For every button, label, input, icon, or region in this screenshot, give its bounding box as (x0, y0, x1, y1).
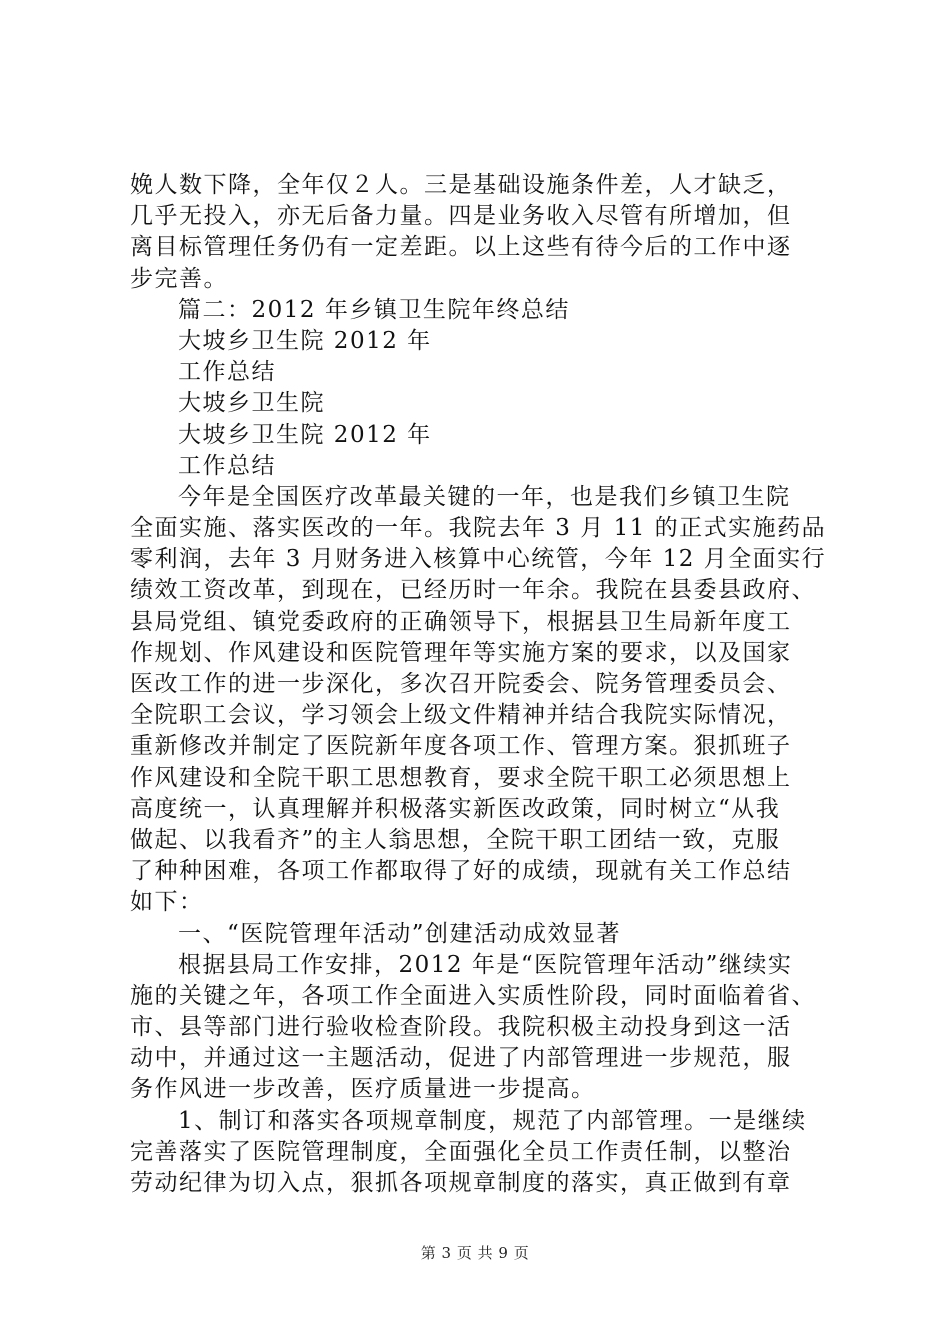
text-line: 工作总结 (178, 359, 276, 386)
text-line: 劳动纪律为切入点，狠抓各项规章制度的落实，真正做到有章 (130, 1170, 792, 1196)
text-line: 篇二：2012 年乡镇卫生院年终总结 (178, 296, 570, 323)
text-line: 市、县等部门进行验收检查阶段。我院积极主动投身到这一活 (130, 1014, 792, 1041)
text-line: 动中，并通过这一主题活动，促进了内部管理进一步规范，服 (130, 1045, 792, 1072)
text-line: 大坡乡卫生院 (178, 390, 325, 417)
page-footer: 第 3 页 共 9 页 (420, 1244, 530, 1262)
text-line: 娩人数下降，全年仅２人。三是基础设施条件差，人才缺乏， (130, 172, 792, 198)
text-line: 1、制订和落实各项规章制度，规范了内部管理。一是继续 (178, 1107, 807, 1134)
text-line: 全面实施、落实医改的一年。我院去年 3 月 11 的正式实施药品 (130, 515, 827, 542)
text-line: 了种种困难，各项工作都取得了好的成绩，现就有关工作总结 (130, 858, 792, 885)
text-line: 全院职工会议，学习领会上级文件精神并结合我院实际情况， (130, 702, 792, 729)
text-line: 大坡乡卫生院 2012 年 (178, 421, 432, 448)
text-line: 工作总结 (178, 452, 276, 479)
text-line: 一、“医院管理年活动”创建活动成效显著 (178, 920, 622, 947)
text-line: 高度统一，认真理解并积极落实新医改政策，同时树立“从我 (130, 795, 781, 822)
text-line: 根据县局工作安排，2012 年是“医院管理年活动”继续实 (178, 951, 793, 978)
text-line: 离目标管理任务仍有一定差距。以上这些有待今后的工作中逐 (130, 234, 792, 261)
text-line: 务作风进一步改善，医疗质量进一步提高。 (130, 1076, 596, 1103)
text-line: 今年是全国医疗改革最关键的一年，也是我们乡镇卫生院 (178, 483, 791, 510)
text-line: 零利润，去年 3 月财务进入核算中心统管，今年 12 月全面实行 (130, 546, 827, 573)
text-line: 几乎无投入，亦无后备力量。四是业务收入尽管有所增加，但 (130, 203, 792, 230)
text-line: 大坡乡卫生院 2012 年 (178, 327, 432, 354)
text-line: 步完善。 (130, 265, 228, 292)
text-line: 县局党组、镇党委政府的正确领导下，根据县卫生局新年度工 (130, 608, 792, 635)
text-line: 完善落实了医院管理制度，全面强化全员工作责任制，以整治 (130, 1138, 792, 1165)
text-line: 如下： (130, 889, 204, 916)
text-line: 做起、以我看齐”的主人翁思想，全院干职工团结一致，克服 (130, 826, 781, 853)
text-line: 医改工作的进一步深化，多次召开院委会、院务管理委员会、 (130, 671, 792, 697)
text-line: 作风建设和全院干职工思想教育，要求全院干职工必须思想上 (130, 764, 792, 791)
text-line: 施的关键之年，各项工作全面进入实质性阶段，同时面临着省、 (130, 982, 816, 1009)
text-line: 绩效工资改革，到现在，已经历时一年余。我院在县委县政府、 (130, 577, 816, 604)
document-body (130, 170, 835, 1199)
text-line: 重新修改并制定了医院新年度各项工作、管理方案。狠抓班子 (130, 733, 792, 760)
text-line: 作规划、作风建设和医院管理年等实施方案的要求，以及国家 (130, 639, 792, 666)
